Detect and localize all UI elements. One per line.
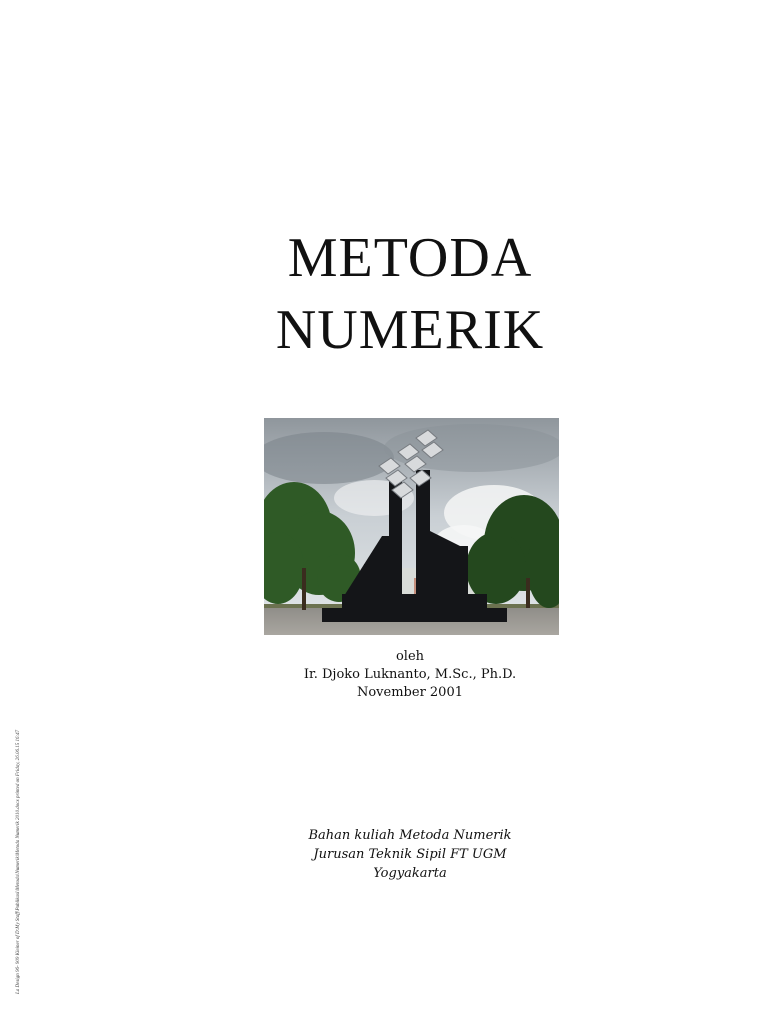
city-name: Yogyakarta	[373, 866, 447, 881]
publication-date: November 2001	[356, 685, 463, 700]
cover-photo	[264, 418, 559, 635]
course-info	[260, 826, 560, 883]
title-line-1: METODA	[287, 227, 533, 289]
author-name: Ir. Djoko Luknanto, M.Sc., Ph.D.	[303, 667, 517, 682]
author-block	[260, 648, 560, 702]
department-name: Jurusan Teknik Sipil FT UGM	[313, 847, 507, 862]
by-label: oleh	[395, 649, 425, 664]
side-footer-path: La Design 96- 909 Kleiner of D:My Staff\Publikasi\Metoda\Numerik\Metoda Numerik 2010.docx printed on Friday, 26.06.15 16:47	[16, 729, 21, 994]
document-title	[250, 222, 570, 366]
course-name: Bahan kuliah Metoda Numerik	[308, 828, 512, 843]
title-line-2: NUMERIK	[275, 299, 545, 361]
